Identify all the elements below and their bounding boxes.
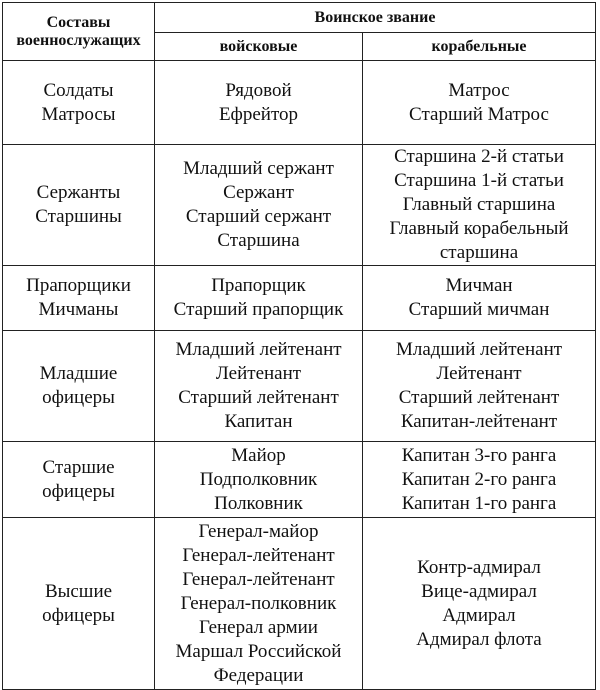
cell-line: Капитан [224, 411, 293, 432]
military-cell [155, 266, 363, 331]
table-row [3, 61, 596, 145]
header-composition [3, 3, 155, 61]
cell-line: Адмирал флота [416, 628, 542, 650]
cell-line: Главный корабельный [389, 218, 569, 239]
composition-cell [3, 145, 155, 266]
cell-line: Генерал-полковник [180, 592, 337, 614]
cell-line: офицеры [42, 387, 115, 408]
cell-line: Младшие [39, 363, 118, 384]
cell-line: Мичманы [38, 299, 119, 320]
cell-line: Прапорщики [26, 275, 131, 296]
cell-line: Старший лейтенант [178, 387, 339, 408]
cell-line: Подполковник [199, 468, 318, 490]
header-military: войсковые [155, 33, 363, 61]
cell-line: Старший прапорщик [173, 299, 344, 320]
header-composition-line: Составы [46, 13, 111, 31]
cell-line: Младший лейтенант [395, 339, 563, 360]
cell-line: Старший мичман [408, 299, 550, 320]
military-ranks-table [2, 2, 596, 690]
naval-cell [363, 145, 596, 266]
composition-cell [3, 266, 155, 331]
cell-line: Высшие [44, 580, 113, 602]
composition-cell [3, 61, 155, 145]
cell-line: Адмирал [442, 604, 516, 626]
cell-line: Контр-адмирал [417, 556, 541, 578]
table-header [3, 3, 596, 61]
military-cell [155, 331, 363, 442]
cell-line: Старшина 2-й статьи [394, 146, 564, 167]
naval-cell [363, 518, 596, 690]
cell-line: Капитан-лейтенант [400, 411, 558, 432]
cell-line: Матрос [448, 79, 510, 101]
cell-line: офицеры [42, 604, 115, 626]
table-row [3, 518, 596, 690]
cell-line: Федерации [213, 664, 304, 686]
cell-line: Сержант [223, 182, 294, 203]
cell-line: Старшины [35, 206, 122, 227]
table-row [3, 442, 596, 518]
cell-line: Старшие [42, 456, 115, 478]
cell-line: офицеры [42, 480, 115, 502]
header-rank: Воинское звание [155, 3, 596, 33]
cell-line: Генерал-майор [198, 520, 319, 542]
cell-line: Капитан 2-го ранга [401, 468, 557, 490]
cell-line: Старший Матрос [409, 103, 549, 125]
cell-line: Лейтенант [215, 363, 302, 384]
naval-cell [363, 61, 596, 145]
composition-cell [3, 518, 155, 690]
table-row [3, 266, 596, 331]
cell-line: Генерал-лейтенант [182, 544, 335, 566]
cell-line: Мичман [445, 275, 513, 296]
header-composition-line: военнослужащих [16, 31, 141, 49]
cell-line: Капитан 3-го ранга [401, 444, 557, 466]
cell-line: Матросы [41, 103, 116, 125]
cell-line: Прапорщик [211, 275, 306, 296]
cell-line: Маршал Российской [175, 640, 342, 662]
cell-line: Старшина [217, 230, 300, 251]
table-body [3, 61, 596, 690]
cell-line: Капитан 1-го ранга [401, 492, 557, 514]
cell-line: Главный старшина [402, 194, 556, 215]
cell-line: Ефрейтор [218, 103, 299, 125]
cell-line: Рядовой [225, 79, 292, 101]
military-cell [155, 145, 363, 266]
cell-line: старшина [439, 242, 519, 263]
cell-line: Младший сержант [183, 158, 334, 179]
cell-line: Генерал армии [199, 616, 318, 638]
cell-line: Вице-адмирал [421, 580, 537, 602]
cell-line: Сержанты [36, 182, 121, 203]
cell-line: Старший лейтенант [398, 387, 560, 408]
military-cell [155, 442, 363, 518]
composition-cell [3, 442, 155, 518]
naval-cell [363, 266, 596, 331]
cell-line: Генерал-лейтенант [182, 568, 335, 590]
cell-line: Полковник [214, 492, 303, 514]
cell-line: Лейтенант [436, 363, 522, 384]
naval-cell [363, 331, 596, 442]
cell-line: Старшина 1-й статьи [394, 170, 564, 191]
header-naval: корабельные [363, 33, 596, 61]
composition-cell [3, 331, 155, 442]
cell-line: Майор [231, 444, 286, 466]
table-row [3, 145, 596, 266]
cell-line: Старший сержант [185, 206, 332, 227]
military-cell [155, 518, 363, 690]
cell-line: Солдаты [43, 79, 114, 101]
cell-line: Младший лейтенант [175, 339, 342, 360]
table-row [3, 331, 596, 442]
military-cell [155, 61, 363, 145]
naval-cell [363, 442, 596, 518]
